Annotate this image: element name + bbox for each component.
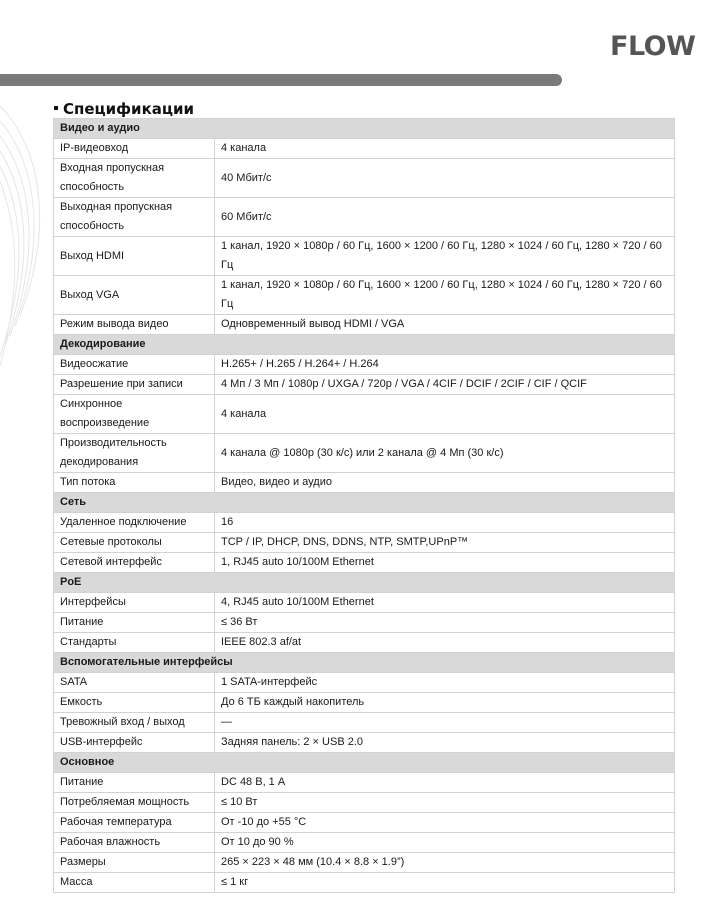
- spec-row: [54, 276, 675, 315]
- spec-value: 4 канала: [215, 395, 675, 434]
- spec-row: [54, 139, 675, 159]
- spec-label: Синхронное воспроизведение: [54, 395, 215, 434]
- spec-value: 1 канал, 1920 × 1080p / 60 Гц, 1600 × 1200 / 60 Гц, 1280 × 1024 / 60 Гц, 1280 × 720 / 60 Гц: [215, 276, 675, 315]
- spec-value: 1 канал, 1920 × 1080p / 60 Гц, 1600 × 1200 / 60 Гц, 1280 × 1024 / 60 Гц, 1280 × 720 / 60 Гц: [215, 237, 675, 276]
- spec-row: [54, 833, 675, 853]
- spec-value: 4 канала: [215, 139, 675, 159]
- spec-row: [54, 773, 675, 793]
- spec-row: [54, 159, 675, 198]
- spec-label: Питание: [54, 773, 215, 793]
- spec-value: 4, RJ45 auto 10/100M Ethernet: [215, 593, 675, 613]
- spec-row: [54, 673, 675, 693]
- section-title: Декодирование: [54, 335, 675, 355]
- spec-label: Выход VGA: [54, 276, 215, 315]
- spec-label: IP-видеовход: [54, 139, 215, 159]
- spec-value: 4 Мп / 3 Мп / 1080p / UXGA / 720p / VGA / 4CIF / DCIF / 2CIF / CIF / QCIF: [215, 375, 675, 395]
- section-header-row: [54, 753, 675, 773]
- spec-row: [54, 237, 675, 276]
- spec-value: ≤ 1 кг: [215, 873, 675, 893]
- spec-label: Питание: [54, 613, 215, 633]
- spec-row: [54, 873, 675, 893]
- spec-label: Потребляемая мощность: [54, 793, 215, 813]
- spec-label: Интерфейсы: [54, 593, 215, 613]
- section-header-row: [54, 335, 675, 355]
- spec-row: [54, 533, 675, 553]
- spec-row: [54, 375, 675, 395]
- spec-row: [54, 355, 675, 375]
- section-title: Сеть: [54, 493, 675, 513]
- spec-label: Режим вывода видео: [54, 315, 215, 335]
- spec-table: [53, 118, 675, 893]
- spec-value: Одновременный вывод HDMI / VGA: [215, 315, 675, 335]
- spec-label: Размеры: [54, 853, 215, 873]
- spec-label: Разрешение при записи: [54, 375, 215, 395]
- spec-row: [54, 473, 675, 493]
- spec-row: [54, 853, 675, 873]
- section-title: Вспомогательные интерфейсы: [54, 653, 675, 673]
- spec-row: [54, 553, 675, 573]
- spec-label: SATA: [54, 673, 215, 693]
- spec-value: От -10 до +55 °C: [215, 813, 675, 833]
- spec-row: [54, 434, 675, 473]
- spec-label: Емкость: [54, 693, 215, 713]
- spec-value: IEEE 802.3 af/at: [215, 633, 675, 653]
- spec-row: [54, 633, 675, 653]
- section-title: Видео и аудио: [54, 119, 675, 139]
- spec-label: Масса: [54, 873, 215, 893]
- spec-label: USB-интерфейс: [54, 733, 215, 753]
- spec-row: [54, 315, 675, 335]
- spec-label: Видеосжатие: [54, 355, 215, 375]
- spec-label: Рабочая влажность: [54, 833, 215, 853]
- spec-value: 1, RJ45 auto 10/100M Ethernet: [215, 553, 675, 573]
- flow-logo: FLOW: [610, 31, 696, 62]
- spec-value: DC 48 В, 1 А: [215, 773, 675, 793]
- spec-value: От 10 до 90 %: [215, 833, 675, 853]
- spec-row: [54, 693, 675, 713]
- spec-value: 40 Мбит/с: [215, 159, 675, 198]
- spec-row: [54, 613, 675, 633]
- spec-label: Производительность декодирования: [54, 434, 215, 473]
- section-header-row: [54, 493, 675, 513]
- spec-row: [54, 513, 675, 533]
- spec-label: Входная пропускная способность: [54, 159, 215, 198]
- spec-label: Рабочая температура: [54, 813, 215, 833]
- spec-value: ≤ 36 Вт: [215, 613, 675, 633]
- spec-value: —: [215, 713, 675, 733]
- spec-row: [54, 813, 675, 833]
- spec-row: [54, 733, 675, 753]
- spec-value: 60 Мбит/с: [215, 198, 675, 237]
- section-title: Основное: [54, 753, 675, 773]
- spec-label: Сетевой интерфейс: [54, 553, 215, 573]
- spec-value: 265 × 223 × 48 мм (10.4 × 8.8 × 1.9”): [215, 853, 675, 873]
- spec-value: До 6 ТБ каждый накопитель: [215, 693, 675, 713]
- spec-label: Выход HDMI: [54, 237, 215, 276]
- spec-value: Видео, видео и аудио: [215, 473, 675, 493]
- section-header-row: [54, 653, 675, 673]
- spec-row: [54, 198, 675, 237]
- spec-value: 16: [215, 513, 675, 533]
- spec-row: [54, 593, 675, 613]
- section-header-row: [54, 573, 675, 593]
- section-title: PoE: [54, 573, 675, 593]
- heading-text: Спецификации: [63, 100, 195, 118]
- spec-value: ≤ 10 Вт: [215, 793, 675, 813]
- spec-row: [54, 395, 675, 434]
- spec-label: Выходная пропускная способность: [54, 198, 215, 237]
- decorative-swirl: [0, 86, 60, 406]
- spec-value: H.265+ / H.265 / H.264+ / H.264: [215, 355, 675, 375]
- spec-row: [54, 793, 675, 813]
- bullet-icon: [54, 106, 58, 110]
- spec-value: Задняя панель: 2 × USB 2.0: [215, 733, 675, 753]
- spec-label: Сетевые протоколы: [54, 533, 215, 553]
- section-header-row: [54, 119, 675, 139]
- spec-value: 4 канала @ 1080p (30 к/с) или 2 канала @ 4 Мп (30 к/с): [215, 434, 675, 473]
- header-bar: [0, 74, 562, 86]
- spec-label: Стандарты: [54, 633, 215, 653]
- spec-label: Тревожный вход / выход: [54, 713, 215, 733]
- spec-row: [54, 713, 675, 733]
- spec-label: Тип потока: [54, 473, 215, 493]
- spec-label: Удаленное подключение: [54, 513, 215, 533]
- spec-value: TCP / IP, DHCP, DNS, DDNS, NTP, SMTP,UPnP™: [215, 533, 675, 553]
- spec-value: 1 SATA-интерфейс: [215, 673, 675, 693]
- section-heading: [54, 100, 194, 118]
